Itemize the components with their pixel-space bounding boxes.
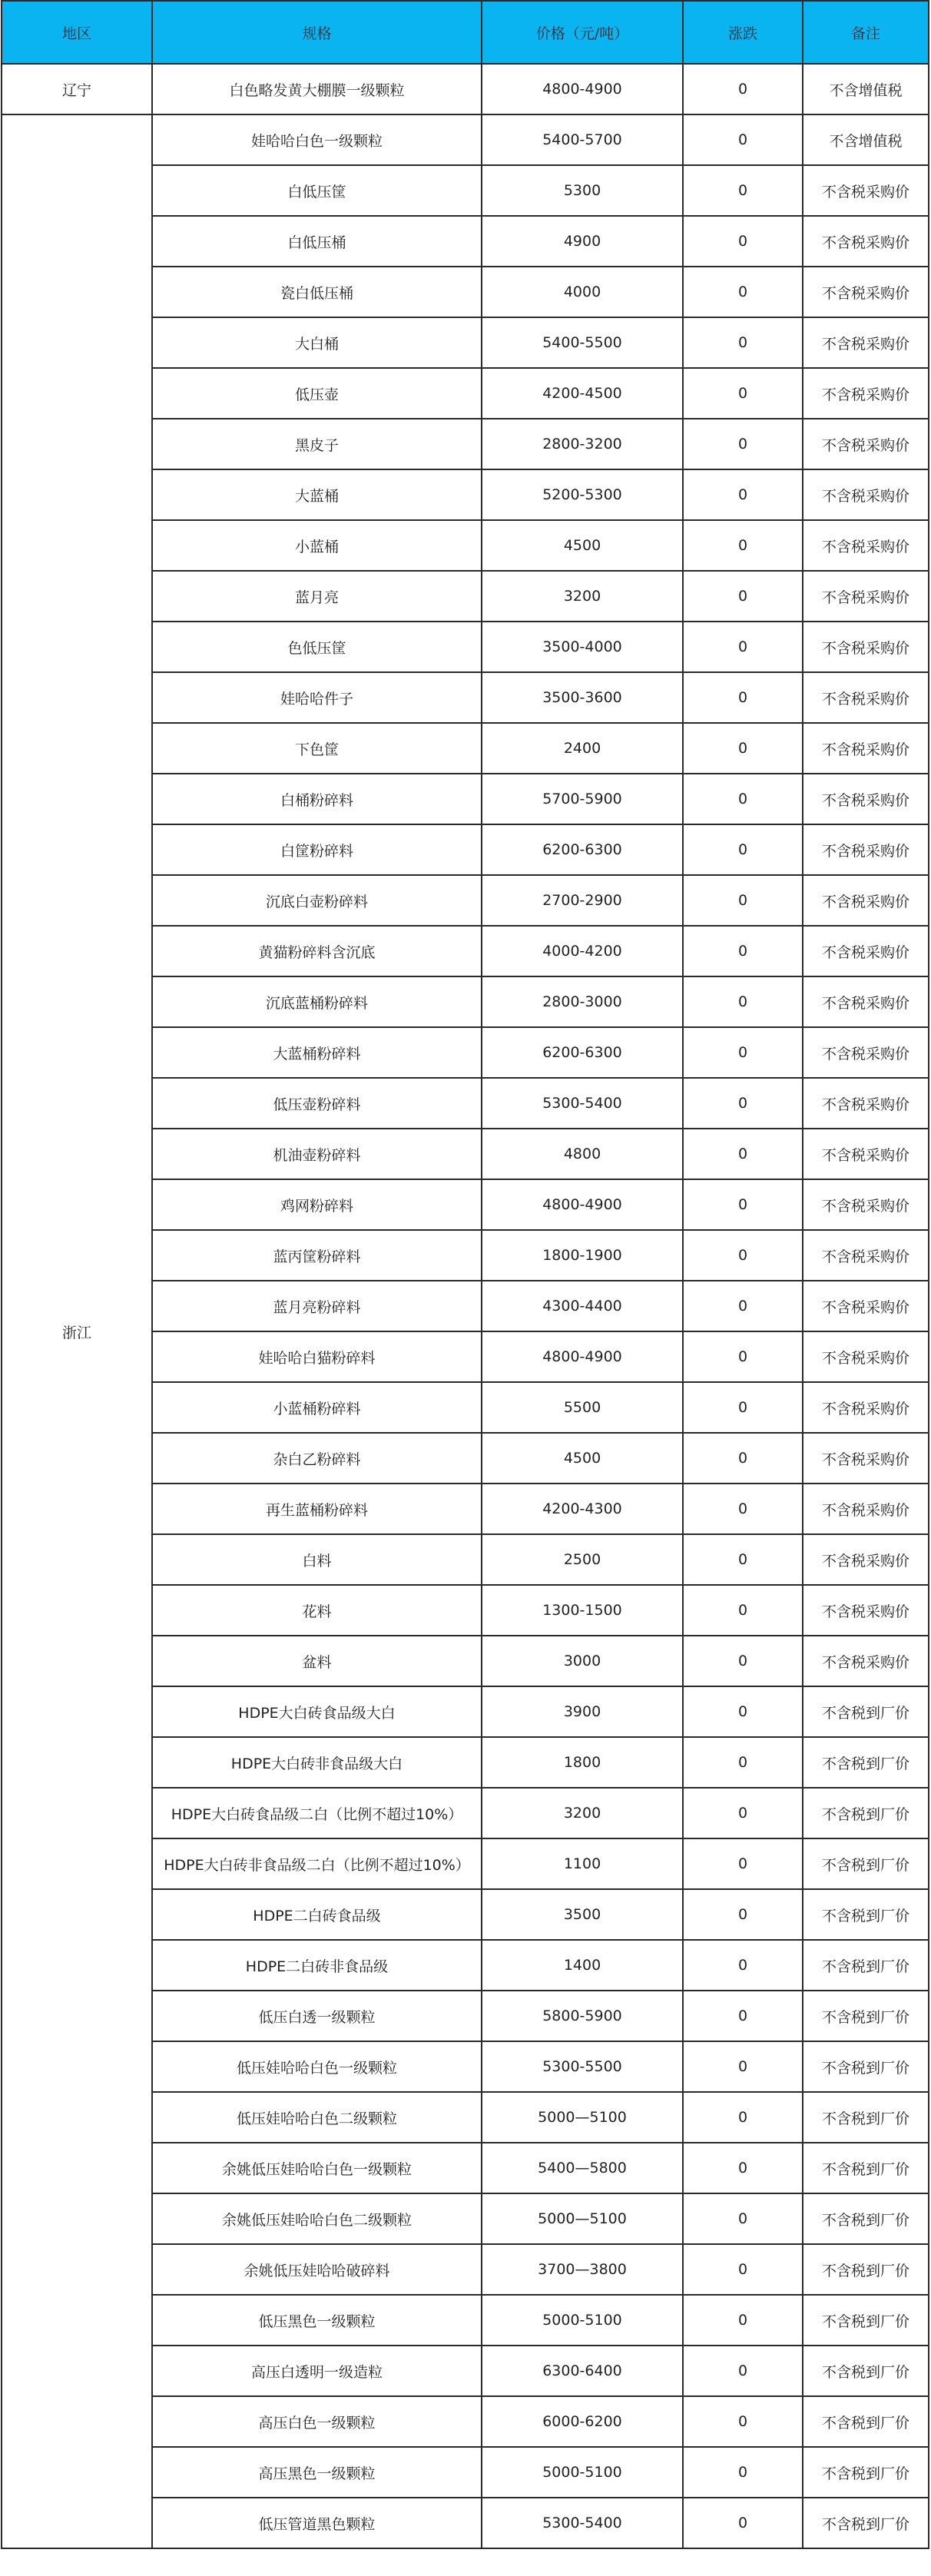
note-cell: 不含税采购价 bbox=[803, 571, 929, 622]
spec-cell: 余姚低压娃哈哈白色二级颗粒 bbox=[152, 2193, 482, 2244]
spec-cell: 高压白色一级颗粒 bbox=[152, 2396, 482, 2447]
table-row bbox=[2, 114, 929, 165]
note-cell: 不含税采购价 bbox=[803, 723, 929, 774]
spec-cell: 蓝月亮 bbox=[152, 571, 482, 622]
price-cell: 4800-4900 bbox=[482, 64, 683, 114]
spec-cell: HDPE大白砖食品级二白（比例不超过10%） bbox=[152, 1788, 482, 1838]
price-cell: 1300-1500 bbox=[482, 1585, 683, 1636]
change-cell: 0 bbox=[683, 1636, 803, 1686]
change-cell: 0 bbox=[683, 1382, 803, 1433]
note-cell: 不含税采购价 bbox=[803, 976, 929, 1027]
price-cell: 6000-6200 bbox=[482, 2396, 683, 2447]
note-cell: 不含税采购价 bbox=[803, 1129, 929, 1179]
spec-cell: 蓝丙筐粉碎料 bbox=[152, 1230, 482, 1281]
note-cell: 不含税采购价 bbox=[803, 1179, 929, 1230]
spec-cell: 高压黑色一级颗粒 bbox=[152, 2447, 482, 2498]
price-cell: 5700-5900 bbox=[482, 774, 683, 824]
change-cell: 0 bbox=[683, 1788, 803, 1838]
price-cell: 5000-5100 bbox=[482, 2295, 683, 2346]
change-cell: 0 bbox=[683, 1889, 803, 1940]
region-cell: 辽宁 bbox=[2, 64, 152, 114]
note-cell: 不含税采购价 bbox=[803, 926, 929, 976]
change-cell: 0 bbox=[683, 2498, 803, 2548]
region-cell: 浙江 bbox=[2, 114, 152, 2548]
spec-cell: 白筐粉碎料 bbox=[152, 824, 482, 875]
note-cell: 不含税采购价 bbox=[803, 672, 929, 723]
spec-cell: HDPE大白砖非食品级大白 bbox=[152, 1737, 482, 1788]
price-cell: 3500 bbox=[482, 1889, 683, 1940]
change-cell: 0 bbox=[683, 267, 803, 317]
spec-cell: 大白桶 bbox=[152, 317, 482, 368]
table-row bbox=[2, 64, 929, 114]
change-cell: 0 bbox=[683, 165, 803, 216]
note-cell: 不含税采购价 bbox=[803, 165, 929, 216]
price-cell: 6200-6300 bbox=[482, 824, 683, 875]
price-cell: 4200-4300 bbox=[482, 1484, 683, 1534]
spec-cell: 再生蓝桶粉碎料 bbox=[152, 1484, 482, 1534]
change-cell: 0 bbox=[683, 2092, 803, 2143]
price-cell: 5300-5400 bbox=[482, 1078, 683, 1129]
change-cell: 0 bbox=[683, 216, 803, 267]
table-body bbox=[2, 64, 929, 2548]
note-cell: 不含税到厂价 bbox=[803, 2244, 929, 2295]
spec-cell: 低压壶粉碎料 bbox=[152, 1078, 482, 1129]
note-cell: 不含税采购价 bbox=[803, 368, 929, 419]
note-cell: 不含税采购价 bbox=[803, 216, 929, 267]
spec-cell: 鸡网粉碎料 bbox=[152, 1179, 482, 1230]
spec-cell: HDPE二白砖食品级 bbox=[152, 1889, 482, 1940]
change-cell: 0 bbox=[683, 723, 803, 774]
note-cell: 不含税采购价 bbox=[803, 1636, 929, 1686]
spec-cell: 大蓝桶粉碎料 bbox=[152, 1027, 482, 1078]
change-cell: 0 bbox=[683, 2244, 803, 2295]
price-cell: 4500 bbox=[482, 520, 683, 571]
price-cell: 5000-5100 bbox=[482, 2447, 683, 2498]
change-cell: 0 bbox=[683, 2295, 803, 2346]
price-cell: 1400 bbox=[482, 1940, 683, 1991]
change-cell: 0 bbox=[683, 1027, 803, 1078]
change-cell: 0 bbox=[683, 469, 803, 520]
change-cell: 0 bbox=[683, 1838, 803, 1889]
note-cell: 不含税采购价 bbox=[803, 1382, 929, 1433]
note-cell: 不含税到厂价 bbox=[803, 2143, 929, 2193]
spec-cell: 瓷白低压桶 bbox=[152, 267, 482, 317]
spec-cell: 白低压桶 bbox=[152, 216, 482, 267]
price-cell: 3700—3800 bbox=[482, 2244, 683, 2295]
price-table bbox=[1, 0, 929, 2549]
change-cell: 0 bbox=[683, 1940, 803, 1991]
note-cell: 不含税到厂价 bbox=[803, 1686, 929, 1737]
header-change: 涨跌 bbox=[683, 1, 803, 64]
change-cell: 0 bbox=[683, 1686, 803, 1737]
change-cell: 0 bbox=[683, 1534, 803, 1585]
price-cell: 5400—5800 bbox=[482, 2143, 683, 2193]
price-cell: 3900 bbox=[482, 1686, 683, 1737]
spec-cell: 娃哈哈白猫粉碎料 bbox=[152, 1331, 482, 1382]
note-cell: 不含税到厂价 bbox=[803, 2041, 929, 2092]
price-cell: 6200-6300 bbox=[482, 1027, 683, 1078]
change-cell: 0 bbox=[683, 976, 803, 1027]
note-cell: 不含税采购价 bbox=[803, 317, 929, 368]
price-cell: 1800-1900 bbox=[482, 1230, 683, 1281]
change-cell: 0 bbox=[683, 2041, 803, 2092]
change-cell: 0 bbox=[683, 1281, 803, 1331]
change-cell: 0 bbox=[683, 368, 803, 419]
price-cell: 4800-4900 bbox=[482, 1331, 683, 1382]
note-cell: 不含税到厂价 bbox=[803, 2498, 929, 2548]
price-cell: 3200 bbox=[482, 1788, 683, 1838]
price-cell: 4800-4900 bbox=[482, 1179, 683, 1230]
price-cell: 4000 bbox=[482, 267, 683, 317]
header-price: 价格（元/吨） bbox=[482, 1, 683, 64]
price-cell: 5300-5500 bbox=[482, 2041, 683, 2092]
price-cell: 5800-5900 bbox=[482, 1991, 683, 2041]
price-cell: 2800-3000 bbox=[482, 976, 683, 1027]
price-cell: 4800 bbox=[482, 1129, 683, 1179]
price-cell: 5300 bbox=[482, 165, 683, 216]
spec-cell: 低压壶 bbox=[152, 368, 482, 419]
header-note: 备注 bbox=[803, 1, 929, 64]
note-cell: 不含税采购价 bbox=[803, 1027, 929, 1078]
spec-cell: 色低压筐 bbox=[152, 622, 482, 672]
change-cell: 0 bbox=[683, 2193, 803, 2244]
note-cell: 不含税采购价 bbox=[803, 469, 929, 520]
note-cell: 不含税到厂价 bbox=[803, 1788, 929, 1838]
note-cell: 不含税采购价 bbox=[803, 1230, 929, 1281]
note-cell: 不含税到厂价 bbox=[803, 2092, 929, 2143]
spec-cell: 黑皮子 bbox=[152, 419, 482, 469]
price-cell: 3500-4000 bbox=[482, 622, 683, 672]
note-cell: 不含税到厂价 bbox=[803, 2295, 929, 2346]
change-cell: 0 bbox=[683, 2143, 803, 2193]
note-cell: 不含税采购价 bbox=[803, 1585, 929, 1636]
spec-cell: 白低压筐 bbox=[152, 165, 482, 216]
price-cell: 5000—5100 bbox=[482, 2092, 683, 2143]
change-cell: 0 bbox=[683, 64, 803, 114]
change-cell: 0 bbox=[683, 1484, 803, 1534]
spec-cell: 黄猫粉碎料含沉底 bbox=[152, 926, 482, 976]
change-cell: 0 bbox=[683, 1737, 803, 1788]
note-cell: 不含增值税 bbox=[803, 114, 929, 165]
note-cell: 不含税采购价 bbox=[803, 1281, 929, 1331]
note-cell: 不含税采购价 bbox=[803, 1534, 929, 1585]
price-cell: 4200-4500 bbox=[482, 368, 683, 419]
change-cell: 0 bbox=[683, 1585, 803, 1636]
change-cell: 0 bbox=[683, 926, 803, 976]
spec-cell: 大蓝桶 bbox=[152, 469, 482, 520]
note-cell: 不含税采购价 bbox=[803, 774, 929, 824]
price-cell: 2700-2900 bbox=[482, 875, 683, 926]
price-cell: 5500 bbox=[482, 1382, 683, 1433]
price-cell: 4300-4400 bbox=[482, 1281, 683, 1331]
change-cell: 0 bbox=[683, 317, 803, 368]
spec-cell: 娃哈哈件子 bbox=[152, 672, 482, 723]
change-cell: 0 bbox=[683, 774, 803, 824]
price-cell: 5400-5700 bbox=[482, 114, 683, 165]
change-cell: 0 bbox=[683, 1230, 803, 1281]
spec-cell: 小蓝桶粉碎料 bbox=[152, 1382, 482, 1433]
spec-cell: HDPE大白砖非食品级二白（比例不超过10%） bbox=[152, 1838, 482, 1889]
change-cell: 0 bbox=[683, 2447, 803, 2498]
note-cell: 不含税到厂价 bbox=[803, 1838, 929, 1889]
change-cell: 0 bbox=[683, 1129, 803, 1179]
change-cell: 0 bbox=[683, 520, 803, 571]
price-cell: 3000 bbox=[482, 1636, 683, 1686]
spec-cell: 机油壶粉碎料 bbox=[152, 1129, 482, 1179]
note-cell: 不含税采购价 bbox=[803, 622, 929, 672]
note-cell: 不含税采购价 bbox=[803, 419, 929, 469]
note-cell: 不含税到厂价 bbox=[803, 2193, 929, 2244]
spec-cell: 盆料 bbox=[152, 1636, 482, 1686]
change-cell: 0 bbox=[683, 622, 803, 672]
change-cell: 0 bbox=[683, 571, 803, 622]
header-spec: 规格 bbox=[152, 1, 482, 64]
spec-cell: 花料 bbox=[152, 1585, 482, 1636]
change-cell: 0 bbox=[683, 672, 803, 723]
price-cell: 5000—5100 bbox=[482, 2193, 683, 2244]
price-cell: 5200-5300 bbox=[482, 469, 683, 520]
note-cell: 不含税采购价 bbox=[803, 1331, 929, 1382]
note-cell: 不含税到厂价 bbox=[803, 2396, 929, 2447]
change-cell: 0 bbox=[683, 875, 803, 926]
price-cell: 4500 bbox=[482, 1433, 683, 1484]
price-cell: 2800-3200 bbox=[482, 419, 683, 469]
price-cell: 2500 bbox=[482, 1534, 683, 1585]
note-cell: 不含税采购价 bbox=[803, 520, 929, 571]
note-cell: 不含税到厂价 bbox=[803, 1889, 929, 1940]
spec-cell: 蓝月亮粉碎料 bbox=[152, 1281, 482, 1331]
spec-cell: 娃哈哈白色一级颗粒 bbox=[152, 114, 482, 165]
note-cell: 不含增值税 bbox=[803, 64, 929, 114]
note-cell: 不含税采购价 bbox=[803, 1433, 929, 1484]
spec-cell: 低压白透一级颗粒 bbox=[152, 1991, 482, 2041]
price-cell: 6300-6400 bbox=[482, 2346, 683, 2396]
table-header bbox=[2, 1, 929, 64]
change-cell: 0 bbox=[683, 419, 803, 469]
change-cell: 0 bbox=[683, 1991, 803, 2041]
note-cell: 不含税采购价 bbox=[803, 1078, 929, 1129]
price-cell: 4000-4200 bbox=[482, 926, 683, 976]
note-cell: 不含税到厂价 bbox=[803, 1940, 929, 1991]
spec-cell: 小蓝桶 bbox=[152, 520, 482, 571]
header-row bbox=[2, 1, 929, 64]
note-cell: 不含税到厂价 bbox=[803, 2346, 929, 2396]
spec-cell: 白料 bbox=[152, 1534, 482, 1585]
note-cell: 不含税采购价 bbox=[803, 824, 929, 875]
note-cell: 不含税到厂价 bbox=[803, 1737, 929, 1788]
spec-cell: 下色筐 bbox=[152, 723, 482, 774]
price-cell: 5400-5500 bbox=[482, 317, 683, 368]
spec-cell: 高压白透明一级造粒 bbox=[152, 2346, 482, 2396]
note-cell: 不含税到厂价 bbox=[803, 2447, 929, 2498]
spec-cell: HDPE大白砖食品级大白 bbox=[152, 1686, 482, 1737]
change-cell: 0 bbox=[683, 114, 803, 165]
note-cell: 不含税到厂价 bbox=[803, 1991, 929, 2041]
spec-cell: 余姚低压娃哈哈破碎料 bbox=[152, 2244, 482, 2295]
price-cell: 3500-3600 bbox=[482, 672, 683, 723]
header-region: 地区 bbox=[2, 1, 152, 64]
price-cell: 2400 bbox=[482, 723, 683, 774]
change-cell: 0 bbox=[683, 1179, 803, 1230]
spec-cell: 低压娃哈哈白色二级颗粒 bbox=[152, 2092, 482, 2143]
spec-cell: 低压黑色一级颗粒 bbox=[152, 2295, 482, 2346]
spec-cell: 杂白乙粉碎料 bbox=[152, 1433, 482, 1484]
price-cell: 3200 bbox=[482, 571, 683, 622]
change-cell: 0 bbox=[683, 2346, 803, 2396]
price-cell: 1100 bbox=[482, 1838, 683, 1889]
spec-cell: 白桶粉碎料 bbox=[152, 774, 482, 824]
change-cell: 0 bbox=[683, 824, 803, 875]
spec-cell: 白色略发黄大棚膜一级颗粒 bbox=[152, 64, 482, 114]
note-cell: 不含税采购价 bbox=[803, 875, 929, 926]
spec-cell: 沉底白壶粉碎料 bbox=[152, 875, 482, 926]
price-cell: 5300-5400 bbox=[482, 2498, 683, 2548]
change-cell: 0 bbox=[683, 1078, 803, 1129]
change-cell: 0 bbox=[683, 2396, 803, 2447]
spec-cell: 沉底蓝桶粉碎料 bbox=[152, 976, 482, 1027]
note-cell: 不含税采购价 bbox=[803, 267, 929, 317]
spec-cell: HDPE二白砖非食品级 bbox=[152, 1940, 482, 1991]
spec-cell: 余姚低压娃哈哈白色一级颗粒 bbox=[152, 2143, 482, 2193]
note-cell: 不含税采购价 bbox=[803, 1484, 929, 1534]
change-cell: 0 bbox=[683, 1331, 803, 1382]
spec-cell: 低压管道黑色颗粒 bbox=[152, 2498, 482, 2548]
change-cell: 0 bbox=[683, 1433, 803, 1484]
price-cell: 4900 bbox=[482, 216, 683, 267]
spec-cell: 低压娃哈哈白色一级颗粒 bbox=[152, 2041, 482, 2092]
price-cell: 1800 bbox=[482, 1737, 683, 1788]
